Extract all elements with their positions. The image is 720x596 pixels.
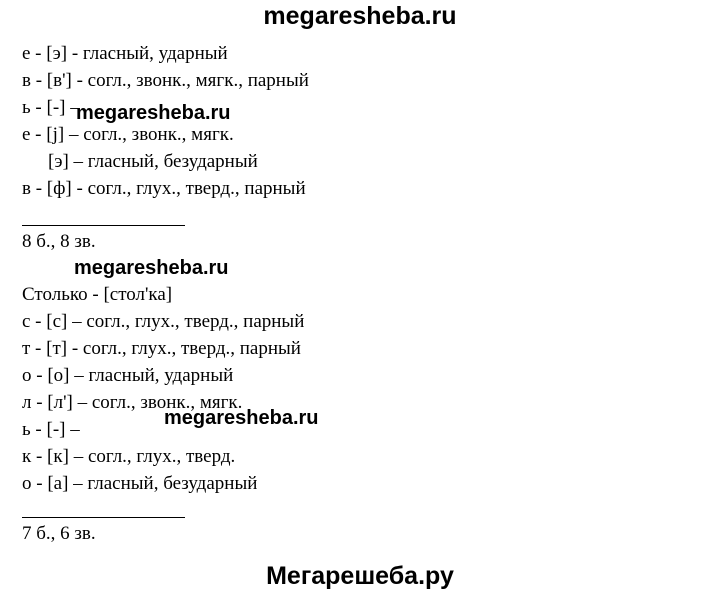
letter-sound-count: 7 б., 6 зв.	[22, 523, 96, 544]
phonetic-line: в - [в'] - согл., звонк., мягк., парный	[22, 70, 309, 91]
watermark: megaresheba.ru	[164, 407, 319, 429]
phonetic-line: т - [т] - согл., глух., тверд., парный	[22, 338, 301, 359]
phonetic-line: с - [с] – согл., глух., тверд., парный	[22, 311, 305, 332]
site-header: megaresheba.ru	[263, 2, 457, 30]
phonetic-line: к - [к] – согл., глух., тверд.	[22, 446, 236, 467]
phonetic-line: в - [ф] - согл., глух., тверд., парный	[22, 178, 306, 199]
letter-sound-count: 8 б., 8 зв.	[22, 231, 96, 252]
watermark: megaresheba.ru	[74, 257, 229, 279]
phonetic-line: ь - [-] –	[22, 97, 80, 118]
phonetic-line: е - [э] - гласный, ударный	[22, 43, 228, 64]
site-footer: Мегарешеба.ру	[266, 562, 454, 590]
phonetic-line: ь - [-] –	[22, 419, 80, 440]
phonetic-line: л - [л'] – согл., звонк., мягк.	[22, 392, 243, 413]
divider	[22, 225, 185, 226]
divider	[22, 517, 185, 518]
watermark: megaresheba.ru	[76, 102, 231, 124]
phonetic-line: [э] – гласный, безударный	[48, 151, 258, 172]
word-transcription: Столько - [стол'ка]	[22, 284, 173, 305]
phonetic-line: о - [а] – гласный, безударный	[22, 473, 258, 494]
phonetic-line: о - [о] – гласный, ударный	[22, 365, 234, 386]
phonetic-line: е - [j] – согл., звонк., мягк.	[22, 124, 234, 145]
